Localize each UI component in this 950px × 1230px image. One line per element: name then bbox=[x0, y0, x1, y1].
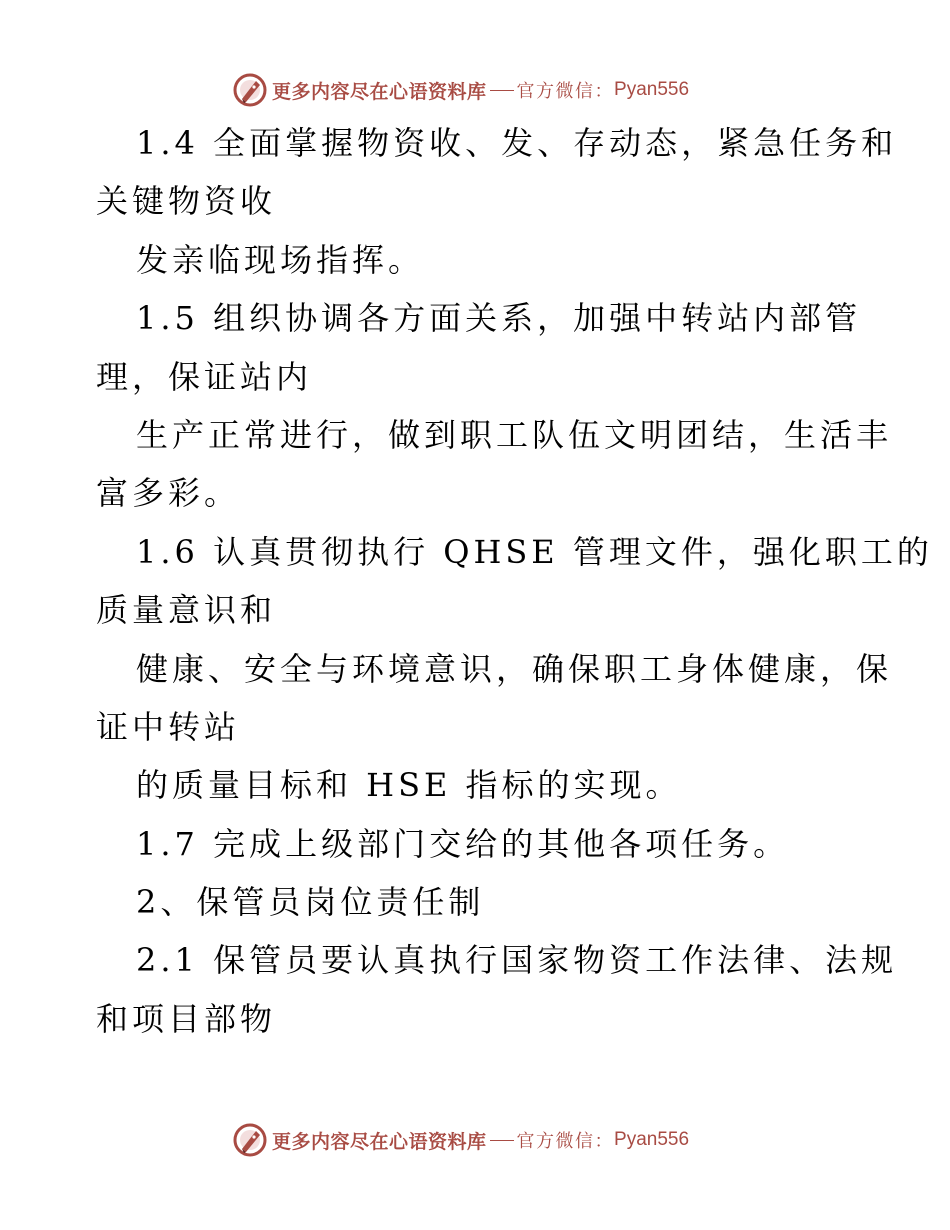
text-line: 健康、安全与环境意识，确保职工身体健康，保 bbox=[136, 649, 893, 688]
text-line: 2.1 保管员要认真执行国家物资工作法律、法规 bbox=[136, 941, 898, 980]
text-line: 1.6 认真贯彻执行 QHSE 管理文件，强化职工的 bbox=[136, 532, 933, 571]
text-line: 关键物资收 bbox=[96, 182, 277, 221]
banner-site-text: 更多内容尽在心语资料库 bbox=[272, 80, 487, 103]
banner-dash bbox=[490, 90, 514, 91]
pen-nib-logo-icon bbox=[232, 1122, 268, 1158]
pen-nib-logo-icon bbox=[232, 72, 268, 108]
text-line: 1.5 组织协调各方面关系，加强中转站内部管 bbox=[136, 299, 862, 338]
text-line: 生产正常进行，做到职工队伍文明团结，生活丰 bbox=[136, 415, 893, 454]
text-line: 理，保证站内 bbox=[96, 357, 313, 396]
document-body bbox=[96, 114, 933, 1048]
header-banner bbox=[232, 72, 689, 108]
text-line: 证中转站 bbox=[96, 707, 241, 746]
section-heading: 2、保管员岗位责任制 bbox=[136, 883, 485, 922]
banner-dash bbox=[490, 1140, 514, 1141]
banner-wechat-label: 官方微信： bbox=[516, 81, 615, 102]
banner-wechat-label: 官方微信： bbox=[516, 1131, 615, 1152]
text-line: 发亲临现场指挥。 bbox=[136, 240, 425, 279]
text-line: 1.4 全面掌握物资收、发、存动态，紧急任务和 bbox=[136, 124, 898, 162]
text-line: 的质量目标和 HSE 指标的实现。 bbox=[136, 766, 682, 805]
banner-wechat-id: Pyan556 bbox=[614, 79, 690, 100]
text-line: 和项目部物 bbox=[96, 999, 277, 1038]
banner-wechat-id: Pyan556 bbox=[614, 1129, 690, 1150]
text-line: 1.7 完成上级部门交给的其他各项任务。 bbox=[136, 824, 790, 863]
banner-site-text: 更多内容尽在心语资料库 bbox=[272, 1130, 487, 1153]
text-line: 质量意识和 bbox=[96, 591, 277, 630]
footer-banner bbox=[232, 1122, 689, 1158]
text-line: 富多彩。 bbox=[96, 474, 241, 513]
